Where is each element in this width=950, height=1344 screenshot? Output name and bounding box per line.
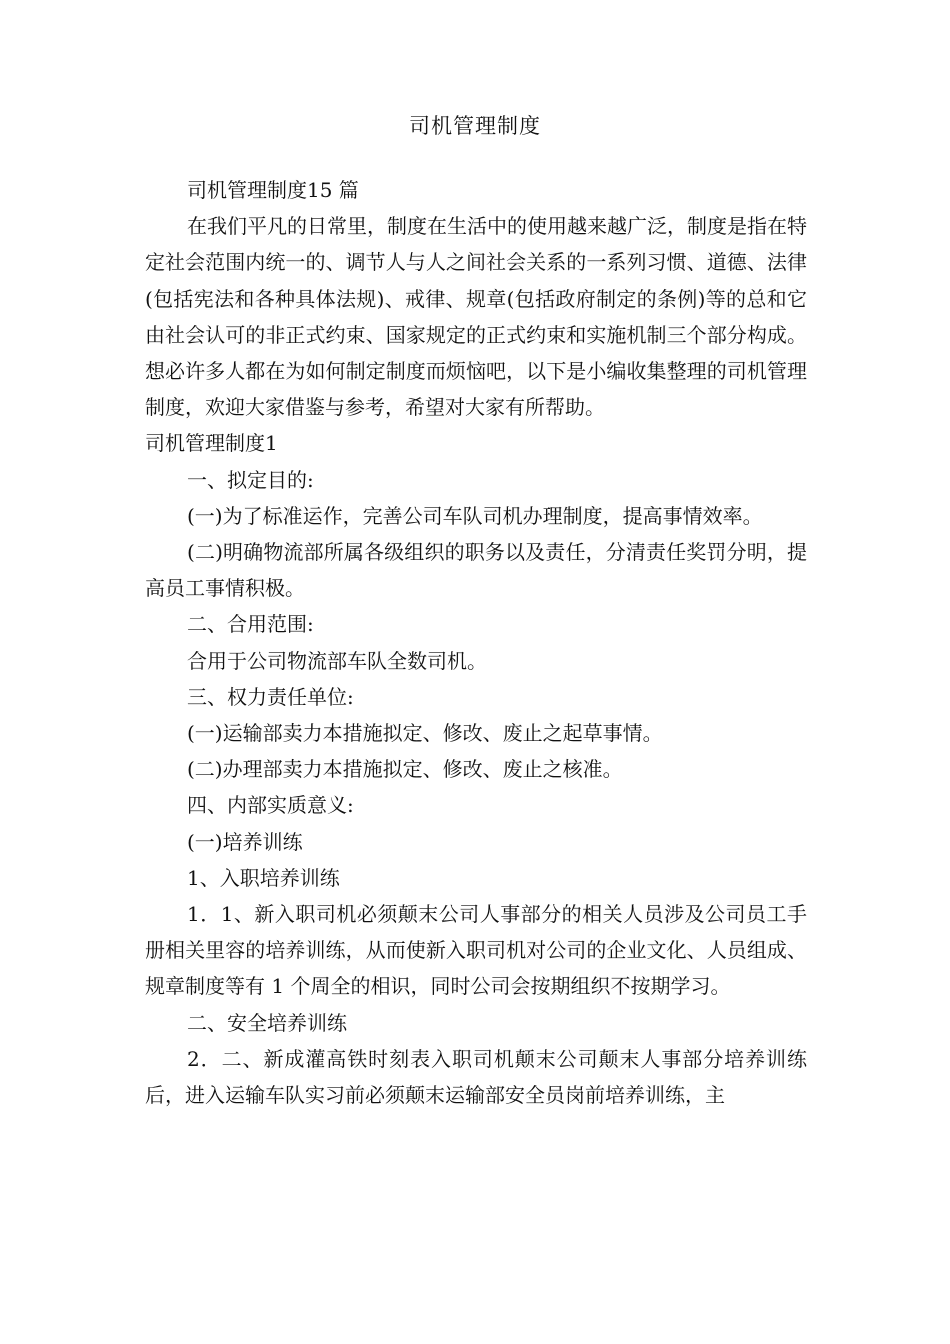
paragraph: 二、安全培养训练 [187,1010,347,1035]
paragraph: (一)为了标准运作，完善公司车队司机办理制度，提高事情效率。 [187,503,763,528]
paragraph: (二)明确物流部所属各级组织的职务以及责任，分清责任奖罚分明，提高员工事情积极。 [145,540,807,601]
paragraph: (一)培养训练 [187,829,303,854]
document-title: 司机管理制度 [409,114,541,138]
paragraph: (二)办理部卖力本措施拟定、修改、废止之核准。 [187,757,623,782]
paragraph: 在我们平凡的日常里，制度在生活中的使用越来越广泛，制度是指在特定社会范围内统一的、调节人与人之间社会关系的一系列习惯、道德、法律(包括宪法和各种具体法规)、戒律、规章(包括政府制定的条例)等的总和它由社会认可的非正式约束、国家规定的正式约束和实施机制三个部分构成。想必许多人都在为如何制定制度而烦恼吧，以下是小编收集整理的司机管理制度，欢迎大家借鉴与参考，希望对大家有所帮助。 [145,214,807,420]
paragraph: (一)运输部卖力本措施拟定、修改、废止之起草事情。 [187,721,663,746]
paragraph: 二、合用范围: [187,612,314,637]
paragraph: 三、权力责任单位: [187,684,354,709]
document-body [145,172,807,1113]
paragraph: 司机管理制度15 篇 [187,178,359,202]
paragraph: 四、内部实质意义: [187,793,354,818]
paragraph: 1．1、新入职司机必须颠末公司人事部分的相关人员涉及公司员工手册相关里容的培养训练，从而使新入职司机对公司的企业文化、人员组成、规章制度等有 1 个周全的相识，同时公司会按期组织不按期学习。 [145,902,807,999]
paragraph: 司机管理制度1 [145,431,278,456]
paragraph: 一、拟定目的: [187,467,314,492]
paragraph: 1、入职培养训练 [187,865,340,890]
paragraph: 2．二、新成灌高铁时刻表入职司机颠末公司颠末人事部分培养训练后，进入运输车队实习前必须颠末运输部安全员岗前培养训练，主 [145,1046,807,1108]
paragraph: 合用于公司物流部车队全数司机。 [187,648,487,673]
